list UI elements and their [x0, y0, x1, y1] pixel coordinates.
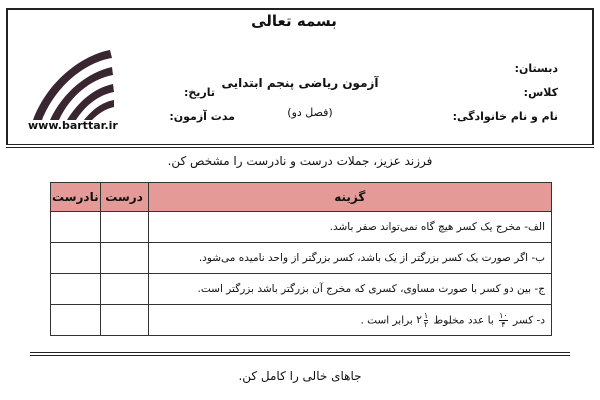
- correct-checkbox-b[interactable]: [100, 243, 148, 274]
- basmala-heading: بسمه تعالی: [251, 12, 337, 30]
- correct-checkbox-c[interactable]: [100, 274, 148, 305]
- statement-c: ج- بین دو کسر با صورت مساوی، کسری که مخرج آن بزرگتر باشد بزرگتر است.: [148, 274, 551, 305]
- exam-subtitle: (فصل دو): [287, 106, 333, 119]
- student-name-label: نام و نام خانوادگی:: [452, 110, 558, 123]
- fraction-numerator: ۱۰: [499, 310, 508, 320]
- incorrect-checkbox-b[interactable]: [51, 243, 101, 274]
- mixed-denominator: ۲: [423, 319, 429, 329]
- statement-d: [148, 305, 551, 336]
- correct-checkbox-d[interactable]: [100, 305, 148, 336]
- exam-title: آزمون ریاضی پنجم ابتدایی: [221, 76, 379, 90]
- table-row: [51, 212, 552, 243]
- fraction-denominator: ۴: [501, 319, 506, 329]
- date-label: تاریخ:: [183, 86, 215, 99]
- column-header-option: گزینه: [148, 183, 551, 212]
- statement-d-end: برابر است .: [360, 314, 413, 326]
- school-label: دبستان:: [514, 62, 558, 75]
- statement-a: الف- مخرج یک کسر هیچ گاه نمی‌تواند صفر باشد.: [148, 212, 551, 243]
- true-false-table: [50, 182, 552, 336]
- header-divider: [6, 144, 594, 148]
- section1-instruction: فرزند عزیز، جملات درست و نادرست را مشخص کن.: [167, 154, 433, 168]
- section2-instruction: جاهای خالی را کامل کن.: [238, 369, 362, 383]
- statement-d-start: د- کسر: [513, 314, 545, 326]
- column-header-incorrect: نادرست: [51, 183, 101, 212]
- mixed-number: [413, 310, 430, 329]
- fraction-ten-fourths: [499, 312, 508, 329]
- table-row: [51, 274, 552, 305]
- table-header-row: [51, 183, 552, 212]
- incorrect-checkbox-d[interactable]: [51, 305, 101, 336]
- duration-label: مدت آزمون:: [169, 110, 235, 123]
- statement-d-middle: با عدد مخلوط: [433, 314, 494, 326]
- mixed-fraction: [424, 312, 428, 329]
- logo-swoosh-icon: [28, 40, 118, 125]
- class-label: کلاس:: [523, 86, 558, 99]
- incorrect-checkbox-a[interactable]: [51, 212, 101, 243]
- table-row: [51, 305, 552, 336]
- mixed-whole: ۲: [416, 314, 422, 326]
- incorrect-checkbox-c[interactable]: [51, 274, 101, 305]
- website-url: www.barttar.ir: [28, 119, 118, 132]
- table-row: [51, 243, 552, 274]
- column-header-correct: درست: [100, 183, 148, 212]
- statement-b: ب- اگر صورت یک کسر بزرگتر از یک باشد، کسر بزرگتر از واحد نامیده می‌شود.: [148, 243, 551, 274]
- correct-checkbox-a[interactable]: [100, 212, 148, 243]
- section-divider: [30, 352, 570, 356]
- mixed-numerator: ۱: [423, 310, 429, 320]
